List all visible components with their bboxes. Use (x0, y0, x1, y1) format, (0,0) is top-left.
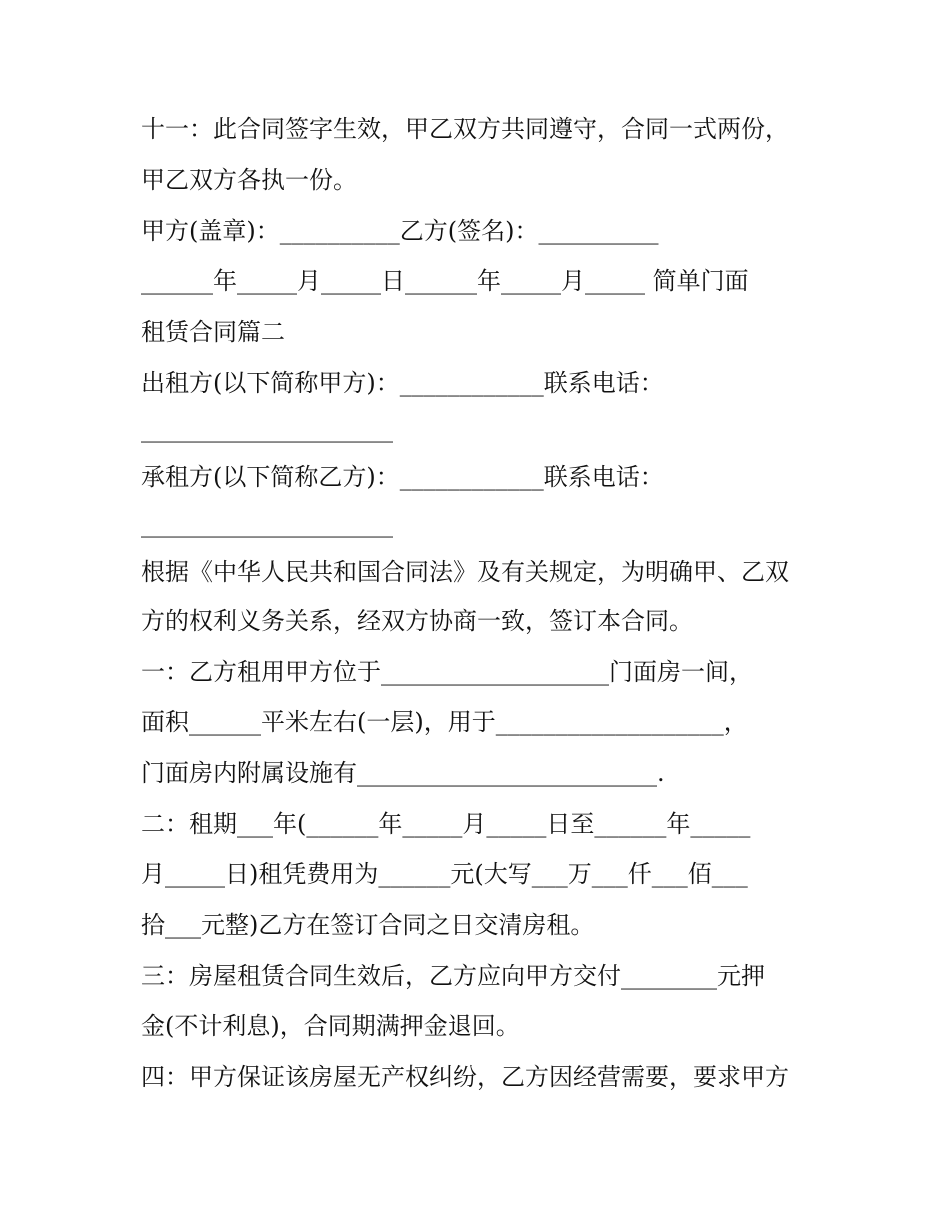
clause-3-line-2: 金(不计利息)，合同期满押金退回。 (141, 1012, 520, 1040)
clause-1-line-2: 面积______平米左右(一层)，用于___________________， (141, 708, 748, 736)
section-title: 租赁合同篇二 (141, 318, 285, 346)
preamble-line-2: 方的权利义务关系，经双方协商一致，签订本合同。 (141, 607, 693, 635)
lessee-phone-blank: _____________________ (141, 510, 393, 538)
clause-3-line-1: 三：房屋租赁合同生效后，乙方应向甲方交付________元押 (141, 962, 765, 990)
clause-11-line-2: 甲乙双方各执一份。 (141, 166, 357, 194)
lessee-line: 承租方(以下简称乙方)：____________联系电话： (141, 463, 664, 491)
clause-2-line-1: 二：租期___年(______年_____月_____日至______年_____ (141, 810, 751, 838)
clause-4-line-1: 四：甲方保证该房屋无产权纠纷，乙方因经营需要，要求甲方 (141, 1063, 789, 1091)
lessor-line: 出租方(以下简称甲方)：____________联系电话： (141, 369, 664, 397)
clause-2-line-2: 月_____日)租凭费用为______元(大写___万___仟___佰___ (141, 860, 748, 888)
clause-1-line-1: 一：乙方租用甲方位于___________________门面房一间， (141, 658, 753, 686)
signature-line: 甲方(盖章)：__________乙方(签名)：__________ (141, 217, 659, 245)
date-line: ______年_____月_____日______年_____月_____ 简单门面 (141, 267, 749, 295)
preamble-line-1: 根据《中华人民共和国合同法》及有关规定，为明确甲、乙双 (141, 558, 789, 586)
lessor-phone-blank: _____________________ (141, 415, 393, 443)
clause-1-line-3: 门面房内附属设施有_________________________. (141, 759, 665, 787)
clause-11-line-1: 十一：此合同签字生效，甲乙双方共同遵守，合同一式两份， (141, 115, 789, 143)
clause-2-line-3: 拾___元整)乙方在签订合同之日交清房租。 (141, 911, 595, 939)
